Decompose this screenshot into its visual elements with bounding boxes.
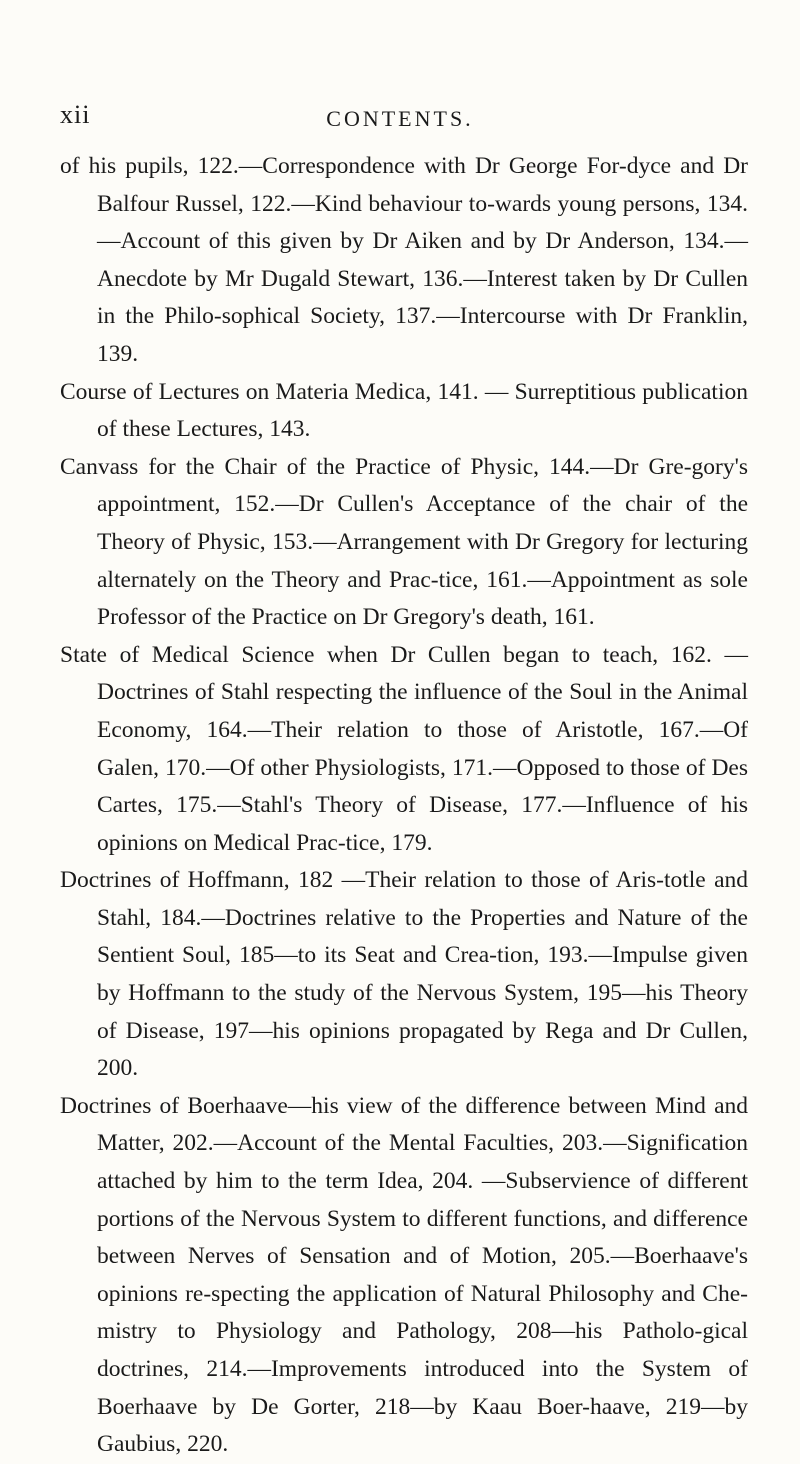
page-header	[0, 100, 800, 140]
contents-entry: of his pupils, 122.—Correspondence with Dr George For-dyce and Dr Balfour Russel, 122.—Kind behaviour to-wards young persons, 134.—Account of this given by Dr Aiken and by Dr Anderson, 134.— Anecdote by Mr Dugald Stewart, 136.—Interest taken by Dr Cullen in the Philo-sophical Society, 137.—Intercourse with Dr Franklin, 139.	[60, 153, 748, 367]
contents-entry: Doctrines of Boerhaave—his view of the difference between Mind and Matter, 202.—Account of the Mental Faculties, 203.—Signification attached by him to the term Idea, 204. —Subservience of different portions of the Nervous System to different functions, and difference between Nerves of Sensation and of Motion, 205.—Boerhaave's opinions re-specting the application of Natural Philosophy and Che-mistry to Physiology and Pathology, 208—his Patholo-gical doctrines, 214.—Improvements introduced into the System of Boerhaave by De Gorter, 218—by Kaau Boer-haave, 219—by Gaubius, 220.	[60, 1092, 748, 1458]
contents-entry: Doctrines of Hoffmann, 182 —Their relation to those of Aris-totle and Stahl, 184.—Doctrines relative to the Properties and Nature of the Sentient Soul, 185—to its Seat and Crea-tion, 193.—Impulse given by Hoffmann to the study of the Nervous System, 195—his Theory of Disease, 197—his opinions propagated by Rega and Dr Cullen, 200.	[60, 867, 748, 1082]
page-number: xii	[60, 100, 91, 129]
contents-entry: Canvass for the Chair of the Practice of Physic, 144.—Dr Gre-gory's appointment, 152.—Dr Cullen's Acceptance of the chair of the Theory of Physic, 153.—Arrangement with Dr Gregory for lecturing alternately on the Theory and Prac-tice, 161.—Appointment as sole Professor of the Practice on Dr Gregory's death, 161.	[60, 453, 748, 631]
running-head: CONTENTS.	[326, 106, 474, 131]
contents-body	[60, 148, 748, 1464]
contents-entry: State of Medical Science when Dr Cullen began to teach, 162. —Doctrines of Stahl respecting the influence of the Soul in the Animal Economy, 164.—Their relation to those of Aristotle, 167.—Of Galen, 170.—Of other Physiologists, 171.—Opposed to those of Des Cartes, 175.—Stahl's Theory of Disease, 177.—Influence of his opinions on Medical Prac-tice, 179.	[60, 641, 748, 856]
contents-entry: Course of Lectures on Materia Medica, 141. — Surreptitious publication of these Lectures, 143.	[60, 378, 748, 443]
